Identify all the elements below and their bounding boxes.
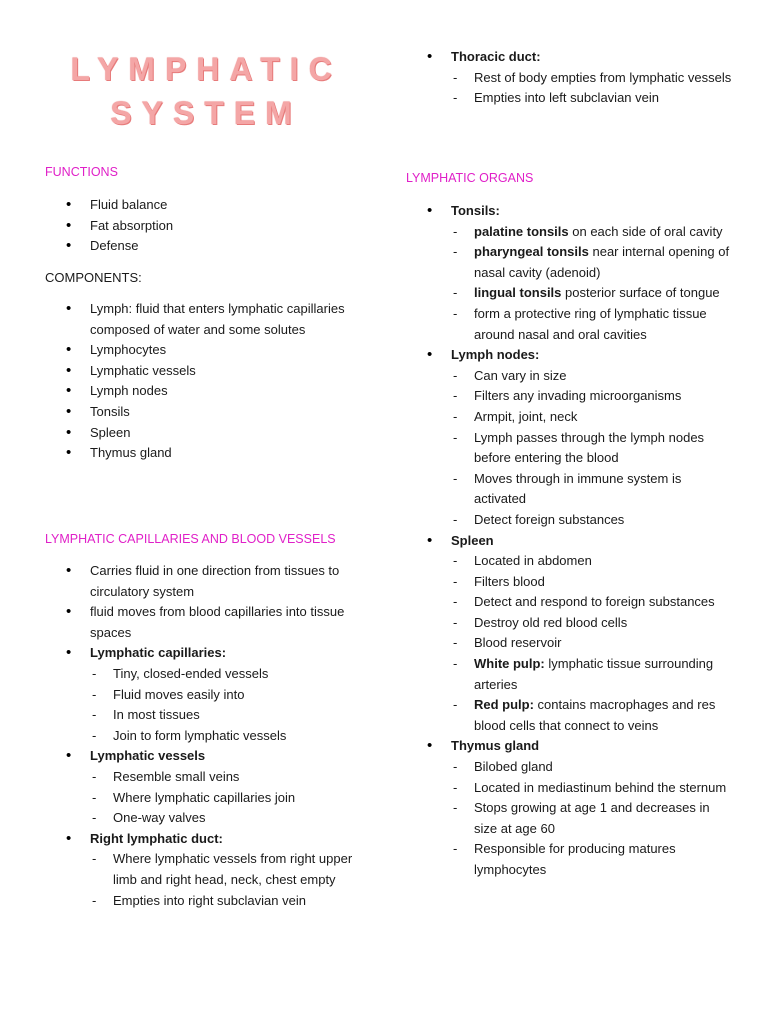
cap-item: [45, 643, 365, 746]
item-title: Spleen: [451, 532, 494, 548]
sub-list-item: [90, 726, 365, 747]
sub-list-item: [90, 808, 365, 829]
function-text: Defense: [90, 238, 139, 254]
organs-list: [406, 201, 736, 881]
organs-heading: LYMPHATIC ORGANS: [406, 171, 534, 185]
sub-item-text: Bilobed gland: [474, 759, 553, 775]
functions-heading: FUNCTIONS: [45, 165, 118, 179]
sub-list-item: [451, 633, 736, 654]
cap-item-text: Carries fluid in one direction from tissues to circulatory system: [90, 563, 340, 599]
sub-list-item: [451, 366, 736, 387]
sub-item-text: Blood reservoir: [474, 635, 562, 651]
sub-list: [90, 664, 365, 746]
sub-item-text: Armpit, joint, neck: [474, 408, 578, 424]
sub-list-item: [451, 654, 736, 695]
sub-list-item: [90, 705, 365, 726]
sub-item-text: Empties into left subclavian vein: [474, 90, 659, 106]
cap-item: [45, 746, 365, 828]
list-item: [45, 402, 365, 423]
sub-list-item: [451, 592, 736, 613]
sub-item-text: Detect foreign substances: [474, 511, 625, 527]
title-line-1: LYMPHATIC: [70, 51, 342, 87]
sub-item-text: Stops growing at age 1 and decreases in size at age 60: [474, 800, 710, 836]
sub-list-item: [451, 839, 736, 880]
tonsils-item: [406, 201, 736, 345]
sub-item-text: near internal opening of nasal cavity (adenoid): [474, 244, 730, 280]
capillaries-heading: LYMPHATIC CAPILLARIES AND BLOOD VESSELS: [45, 532, 336, 546]
sub-item-bold-term: White pulp:: [474, 656, 545, 672]
sub-list-item: [451, 222, 736, 243]
list-item: [45, 561, 365, 602]
sub-list-item: [451, 798, 736, 839]
thymus-item: [406, 736, 736, 880]
function-text: Fluid balance: [90, 197, 168, 212]
sub-list-item: [451, 469, 736, 510]
sub-item-text: Located in abdomen: [474, 553, 592, 569]
list-item: [45, 361, 365, 382]
list-item: [45, 236, 365, 257]
document-title: [56, 48, 356, 134]
component-text: Thymus gland: [90, 445, 172, 461]
components-list: [45, 299, 365, 464]
sub-list: [90, 849, 365, 911]
item-title: Lymphatic vessels: [90, 748, 206, 764]
sub-item-text: Destroy old red blood cells: [474, 614, 628, 630]
spleen-item: [406, 531, 736, 737]
component-text: Lymphatic vessels: [90, 362, 196, 378]
list-item: [45, 195, 365, 216]
sub-item-bold-term: pharyngeal tonsils: [474, 244, 589, 260]
sub-item-text: Fluid moves easily into: [113, 686, 245, 702]
sub-item-text: Empties into right subclavian vein: [113, 892, 306, 908]
sub-item-text: Responsible for producing matures lymphocytes: [474, 841, 676, 877]
sub-list-item: [451, 572, 736, 593]
sub-list-item: [90, 767, 365, 788]
sub-list-item: [451, 695, 736, 736]
component-text: Lymph nodes: [90, 383, 168, 399]
thoracic-item: [406, 47, 736, 109]
sub-list-item: [451, 757, 736, 778]
sub-list: [90, 767, 365, 829]
sub-item-text: Where lymphatic vessels from right upper limb and right head, neck, chest empty: [113, 851, 353, 887]
capillaries-list: [45, 561, 365, 911]
sub-item-text: Rest of body empties from lymphatic vessels: [474, 69, 732, 85]
sub-item-text: Join to form lymphatic vessels: [113, 727, 287, 743]
item-title: Lymphatic capillaries:: [90, 645, 227, 661]
list-item: [45, 443, 365, 464]
component-text: Lymphocytes: [90, 342, 167, 358]
sub-item-text: Filters any invading microorganisms: [474, 388, 682, 404]
component-text: Spleen: [90, 424, 131, 440]
sub-item-text: posterior surface of tongue: [561, 285, 720, 301]
sub-list-item: [90, 685, 365, 706]
item-title: Right lymphatic duct:: [90, 830, 223, 846]
sub-list-item: [451, 613, 736, 634]
sub-item-text: contains macrophages and res blood cells that connect to veins: [474, 697, 716, 733]
sub-list: [451, 222, 736, 346]
sub-item-text: Located in mediastinum behind the sternum: [474, 779, 727, 795]
sub-item-text: lymphatic tissue surrounding arteries: [474, 656, 714, 692]
sub-list-item: [451, 88, 736, 109]
cap-item: [45, 829, 365, 911]
list-item: [45, 381, 365, 402]
sub-list-item: [451, 242, 736, 283]
sub-item-text: Resemble small veins: [113, 768, 240, 784]
sub-item-bold-term: palatine tonsils: [474, 223, 569, 239]
sub-list-item: [451, 283, 736, 304]
item-title: Thoracic duct:: [451, 49, 541, 64]
item-title: Thymus gland: [451, 738, 540, 754]
sub-list-item: [90, 891, 365, 912]
cap-item-text: fluid moves from blood capillaries into tissue spaces: [90, 604, 345, 640]
sub-item-text: One-way valves: [113, 810, 206, 826]
sub-item-text: on each side of oral cavity: [568, 223, 723, 239]
sub-item-bold-term: Red pulp:: [474, 697, 534, 713]
sub-list: [451, 366, 736, 531]
item-title: Tonsils:: [451, 203, 500, 218]
sub-list-item: [451, 510, 736, 531]
sub-list: [451, 551, 736, 736]
sub-item-text: Filters blood: [474, 573, 545, 589]
list-item: [45, 602, 365, 643]
sub-list-item: [451, 428, 736, 469]
sub-list: [451, 757, 736, 881]
functions-list: [45, 195, 365, 257]
sub-list-item: [90, 849, 365, 890]
sub-item-text: Moves through in immune system is activated: [474, 470, 682, 507]
list-item: [45, 299, 365, 340]
sub-item-text: form a protective ring of lymphatic tissue around nasal and oral cavities: [474, 305, 707, 342]
list-item: [45, 216, 365, 237]
item-title: Lymph nodes:: [451, 347, 540, 363]
sub-list: [451, 68, 736, 109]
list-item: [45, 423, 365, 444]
lymph-nodes-item: [406, 345, 736, 530]
sub-item-text: Can vary in size: [474, 367, 567, 383]
sub-item-text: Where lymphatic capillaries join: [113, 789, 296, 805]
sub-list-item: [451, 386, 736, 407]
title-line-2: SYSTEM: [110, 95, 302, 131]
function-text: Fat absorption: [90, 217, 174, 233]
sub-list-item: [90, 788, 365, 809]
sub-list-item: [451, 551, 736, 572]
list-item: [45, 340, 365, 361]
sub-list-item: [451, 304, 736, 345]
sub-list-item: [451, 407, 736, 428]
component-text: Lymph: fluid that enters lymphatic capillaries composed of water and some solutes: [90, 301, 345, 337]
sub-item-text: Tiny, closed-ended vessels: [113, 665, 269, 681]
sub-item-bold-term: lingual tonsils: [474, 285, 562, 301]
component-text: Tonsils: [90, 403, 130, 419]
sub-item-text: In most tissues: [113, 707, 200, 723]
components-heading: COMPONENTS:: [45, 270, 142, 285]
thoracic-list: [406, 47, 736, 109]
sub-list-item: [90, 664, 365, 685]
sub-item-text: Lymph passes through the lymph nodes before entering the blood: [474, 429, 705, 466]
sub-item-text: Detect and respond to foreign substances: [474, 594, 715, 610]
sub-list-item: [451, 778, 736, 799]
sub-list-item: [451, 68, 736, 89]
